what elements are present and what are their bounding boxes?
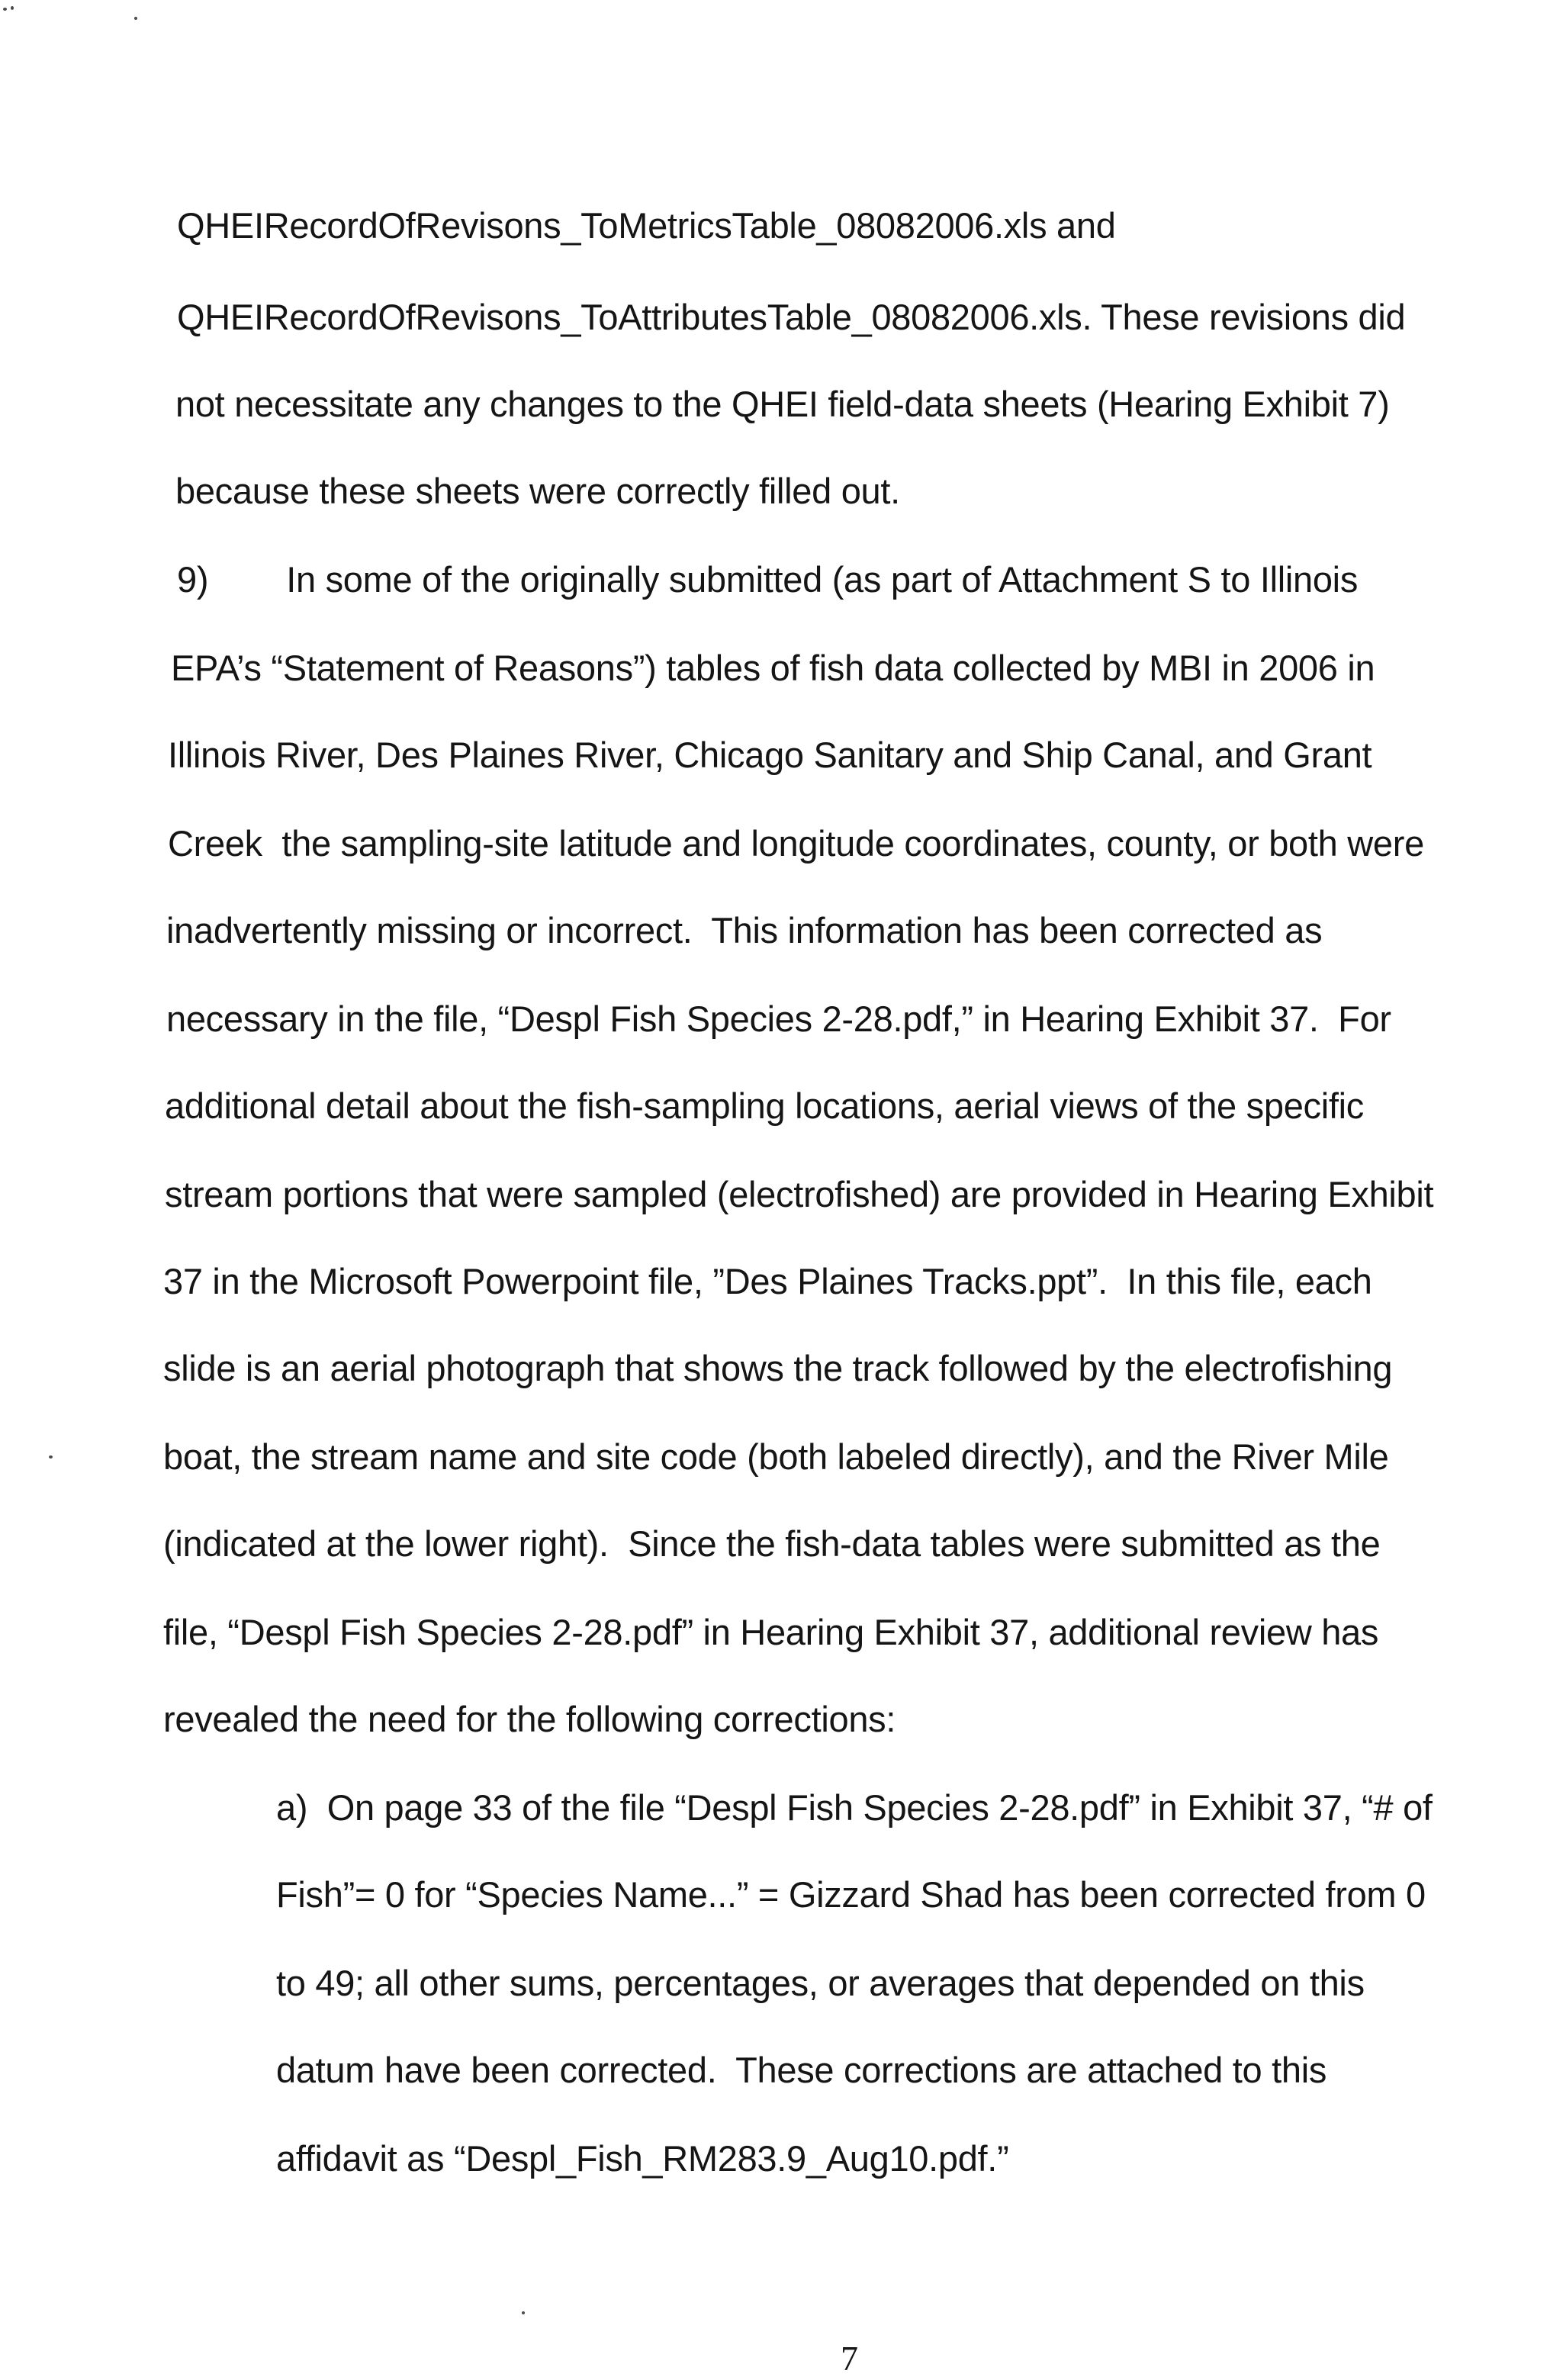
- paragraph-line: stream portions that were sampled (electrofished) are provided in Hearing Exhibit: [165, 1174, 1434, 1214]
- correction-item-line: to 49; all other sums, percentages, or averages that depended on this: [276, 1963, 1365, 2003]
- scan-speck: [11, 6, 14, 10]
- scan-speck: [49, 1455, 53, 1459]
- paragraph-line: not necessitate any changes to the QHEI field-data sheets (Hearing Exhibit 7): [175, 384, 1390, 424]
- paragraph-line: boat, the stream name and site code (both labeled directly), and the River Mile: [163, 1436, 1389, 1477]
- scan-speck: [134, 17, 137, 20]
- scan-speck: [3, 8, 7, 11]
- paragraph-line: slide is an aerial photograph that shows the track followed by the electrofishing: [163, 1348, 1393, 1388]
- paragraph-line: (indicated at the lower right). Since the fish-data tables were submitted as the: [163, 1523, 1381, 1564]
- correction-item-line: a) On page 33 of the file “Despl Fish Species 2-28.pdf” in Exhibit 37, “# of: [276, 1787, 1433, 1828]
- page-number: 7: [841, 2339, 858, 2378]
- paragraph-line: 37 in the Microsoft Powerpoint file, ”Des Plaines Tracks.ppt”. In this file, each: [163, 1261, 1372, 1301]
- paragraph-line: QHEIRecordOfRevisons_ToMetricsTable_08082006.xls and: [177, 205, 1116, 246]
- correction-item-line: datum have been corrected. These corrections are attached to this: [276, 2050, 1327, 2090]
- paragraph-line: because these sheets were correctly filled out.: [175, 471, 900, 511]
- correction-item-line: Fish”= 0 for “Species Name...” = Gizzard Shad has been corrected from 0: [276, 1874, 1426, 1915]
- correction-item-line: affidavit as “Despl_Fish_RM283.9_Aug10.pdf.”: [276, 2138, 1009, 2179]
- paragraph-line: inadvertently missing or incorrect. This information has been corrected as: [166, 910, 1323, 950]
- paragraph-line: QHEIRecordOfRevisons_ToAttributesTable_08082006.xls. These revisions did: [177, 297, 1406, 337]
- paragraph-line: necessary in the file, “Despl Fish Species 2-28.pdf,” in Hearing Exhibit 37. For: [166, 999, 1391, 1039]
- paragraph-line: Creek the sampling-site latitude and longitude coordinates, county, or both were: [168, 823, 1424, 864]
- paragraph-line: revealed the need for the following corrections:: [163, 1699, 896, 1739]
- paragraph-line: Illinois River, Des Plaines River, Chicago Sanitary and Ship Canal, and Grant: [168, 735, 1372, 775]
- scan-speck: [522, 2311, 525, 2314]
- paragraph-line: additional detail about the fish-sampling locations, aerial views of the specific: [165, 1085, 1364, 1126]
- paragraph-line: 9) In some of the originally submitted (as part of Attachment S to Illinois: [177, 559, 1359, 600]
- paragraph-line: file, “Despl Fish Species 2-28.pdf” in Hearing Exhibit 37, additional review has: [163, 1612, 1379, 1652]
- paragraph-line: EPA’s “Statement of Reasons”) tables of fish data collected by MBI in 2006 in: [171, 648, 1375, 688]
